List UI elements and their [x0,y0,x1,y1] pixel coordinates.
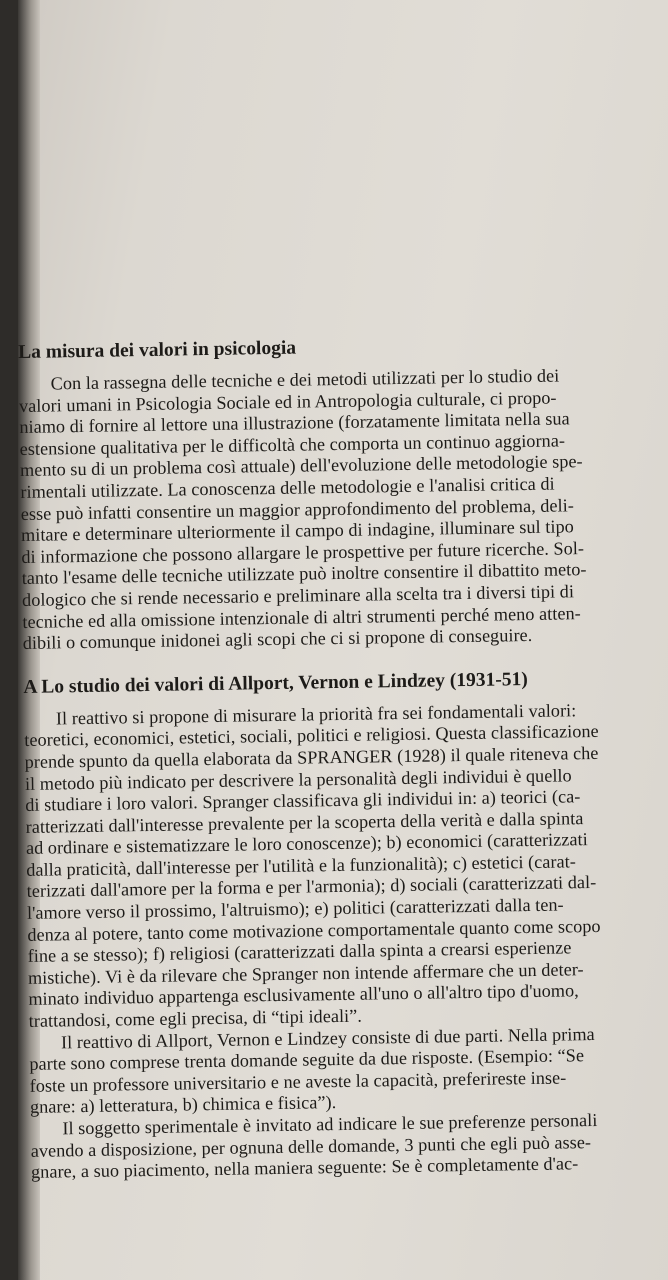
text-line: denza al potere, tanto come motivazione comportamentale quanto come scopo [27,915,601,945]
text-line: tanto l'esame delle tecniche utilizzate può inoltre consentire il dibattito meto- [21,559,587,589]
text-line: fine a se stesso); f) religiosi (caratterizzati dalla spinta a crearsi esperienze [27,937,572,967]
text-line: dalla praticità, dall'interesse per l'utilità e la funzionalità); c) estetici (carat- [26,851,577,880]
text-line: il metodo più indicato per descrivere la personalità degli individui è quello [24,764,572,794]
section-body-allport-study [24,699,631,1183]
text-line: Il soggetto sperimentale è invitato ad indicare le sue preferenze personali [62,1109,598,1139]
text-line: parte sono comprese trenta domande seguite da due risposte. (Esempio: “Se [29,1045,585,1075]
text-line: tecniche ed alla omissione intenzionale di altri strumenti perché meno atten- [22,602,581,632]
text-line: trattandosi, come egli precisa, di “tipi ideali”. [28,1005,363,1031]
text-line: estensione qualitativa per le difficoltà che comporta un continuo aggiorna- [19,430,566,459]
text-line: niamo di fornire al lettore una illustrazione (forzatamente limitata nella sua [19,408,570,438]
section-body-measure-values [19,365,623,655]
text-line: dibili o comunque inidonei agli scopi che ci si propone di conseguire. [22,625,533,654]
text-line: di studiare i loro valori. Spranger classificava gli individui in: a) teorici (ca- [25,786,581,816]
text-line: l'amore verso il prossimo, l'altruismo); e) politici (caratterizzati dalla ten- [26,894,564,923]
text-line: terizzati dall'amore per la forma e per l'armonia); d) sociali (caratterizzati dal- [26,872,597,902]
text-line: ad ordinare e sistematizzare le loro conoscenze); b) economici (caratterizzati [25,829,588,859]
text-line: Con la rassegna delle tecniche e dei metodi utilizzati per lo studio dei [50,365,560,394]
text-line: dologico che si rende necessario e preliminare alla scelta tra i diversi tipi di [21,581,575,610]
text-line: mento su di un problema così attuale) dell'evoluzione delle metodologie spe- [19,451,583,481]
text-line: prende spunto da quella elaborata da SPRANGER (1928) il quale riteneva che [24,742,599,772]
text-line: gnare: a) letteratura, b) chimica e fisica”). [29,1092,337,1118]
text-line: Il reattivo si propone di misurare la priorità fra sei fondamentali valori: [55,699,577,729]
text-line: foste un professore universitario e ne aveste la capacità, preferireste inse- [29,1067,567,1096]
text-line: di informazione che possono allargare le prospettive per future ricerche. Sol- [21,537,585,567]
section-heading-measure-values: La misura dei valori in psicologia [18,337,297,363]
text-line: teoretici, economici, estetici, sociali, politici e religiosi. Questa classificazione [24,721,599,751]
text-line: Il reattivo di Allport, Vernon e Lindzey consiste di due parti. Nella prima [60,1023,595,1053]
text-line: mitare e determinare ulteriormente il campo di indagine, illuminare sul tipo [20,516,574,546]
text-line: esse può infatti consentire un maggior approfondimento del problema, deli- [20,494,575,524]
text-line: gnare, a suo piacimento, nella maniera seguente: Se è completamente d'ac- [30,1153,579,1183]
text-line: rimentali utilizzate. La conoscenza delle metodologie e l'analisi critica di [20,473,555,502]
book-page [18,0,668,1280]
text-line: avendo a disposizione, per ognuna delle domande, 3 punti che egli può asse- [30,1131,592,1161]
section-heading-allport-study: A Lo studio dei valori di Allport, Vernon e Lindzey (1931-51) [23,668,528,698]
text-line: valori umani in Psicologia Sociale ed in Antropologia culturale, ci propo- [18,387,557,416]
text-line: ratterizzati dall'interesse prevalente per la scoperta della verità e dalla spinta [25,807,584,837]
text-line: mistiche). Vi è da rilevare che Spranger non intende affermare che un deter- [27,959,584,988]
page-text [18,331,631,1184]
text-line: minato individuo appartenga esclusivamente all'uno o all'altro tipo d'uomo, [28,980,579,1010]
